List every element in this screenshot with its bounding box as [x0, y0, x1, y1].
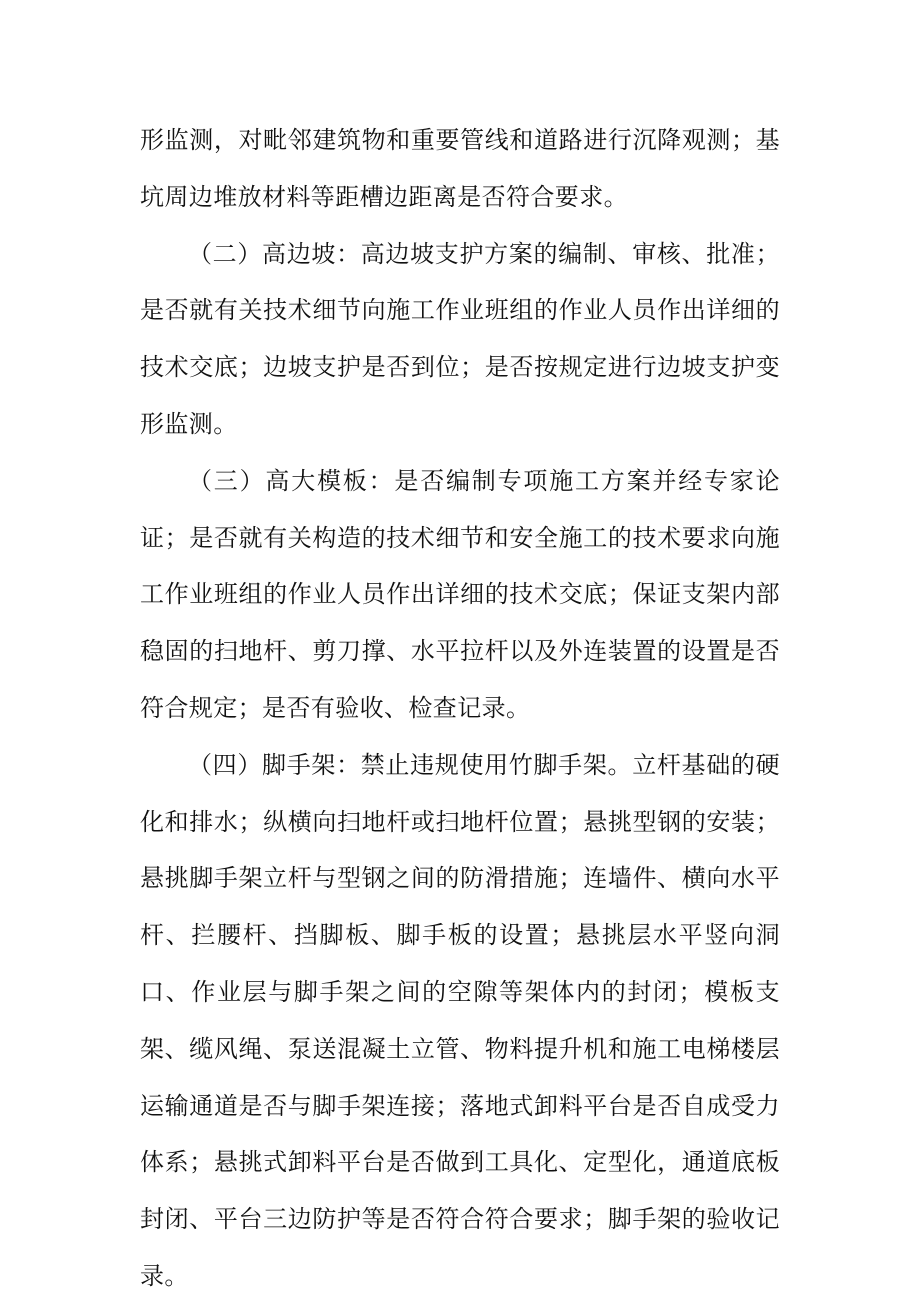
- paragraph-high-formwork: （三）高大模板：是否编制专项施工方案并经专家论证；是否就有关构造的技术细节和安全施工的技术要求向施工作业班组的作业人员作出详细的技术交底；保证支架内部稳固的扫地杆、剪刀撑、水平拉杆以及外连装置的设置是否符合规定；是否有验收、检查记录。: [140, 466, 780, 722]
- paragraph-high-slope: （二）高边坡：高边坡支护方案的编制、审核、批准；是否就有关技术细节向施工作业班组的作业人员作出详细的技术交底；边坡支护是否到位；是否按规定进行边坡支护变形监测。: [140, 239, 780, 438]
- paragraph-continuation: 形监测，对毗邻建筑物和重要管线和道路进行沉降观测；基坑周边堆放材料等距槽边距离是否符合要求。: [140, 126, 780, 211]
- document-body: [140, 112, 780, 1305]
- paragraph-scaffolding: （四）脚手架：禁止违规使用竹脚手架。立杆基础的硬化和排水；纵横向扫地杆或扫地杆位置；悬挑型钢的安装；悬挑脚手架立杆与型钢之间的防滑措施；连墙件、横向水平杆、拦腰杆、挡脚板、脚手板的设置；悬挑层水平竖向洞口、作业层与脚手架之间的空隙等架体内的封闭；模板支架、缆风绳、泵送混凝土立管、物料提升机和施工电梯楼层运输通道是否与脚手架连接；落地式卸料平台是否自成受力体系；悬挑式卸料平台是否做到工具化、定型化，通道底板封闭、平台三边防护等是否符合符合要求；脚手架的验收记录。: [140, 750, 780, 1290]
